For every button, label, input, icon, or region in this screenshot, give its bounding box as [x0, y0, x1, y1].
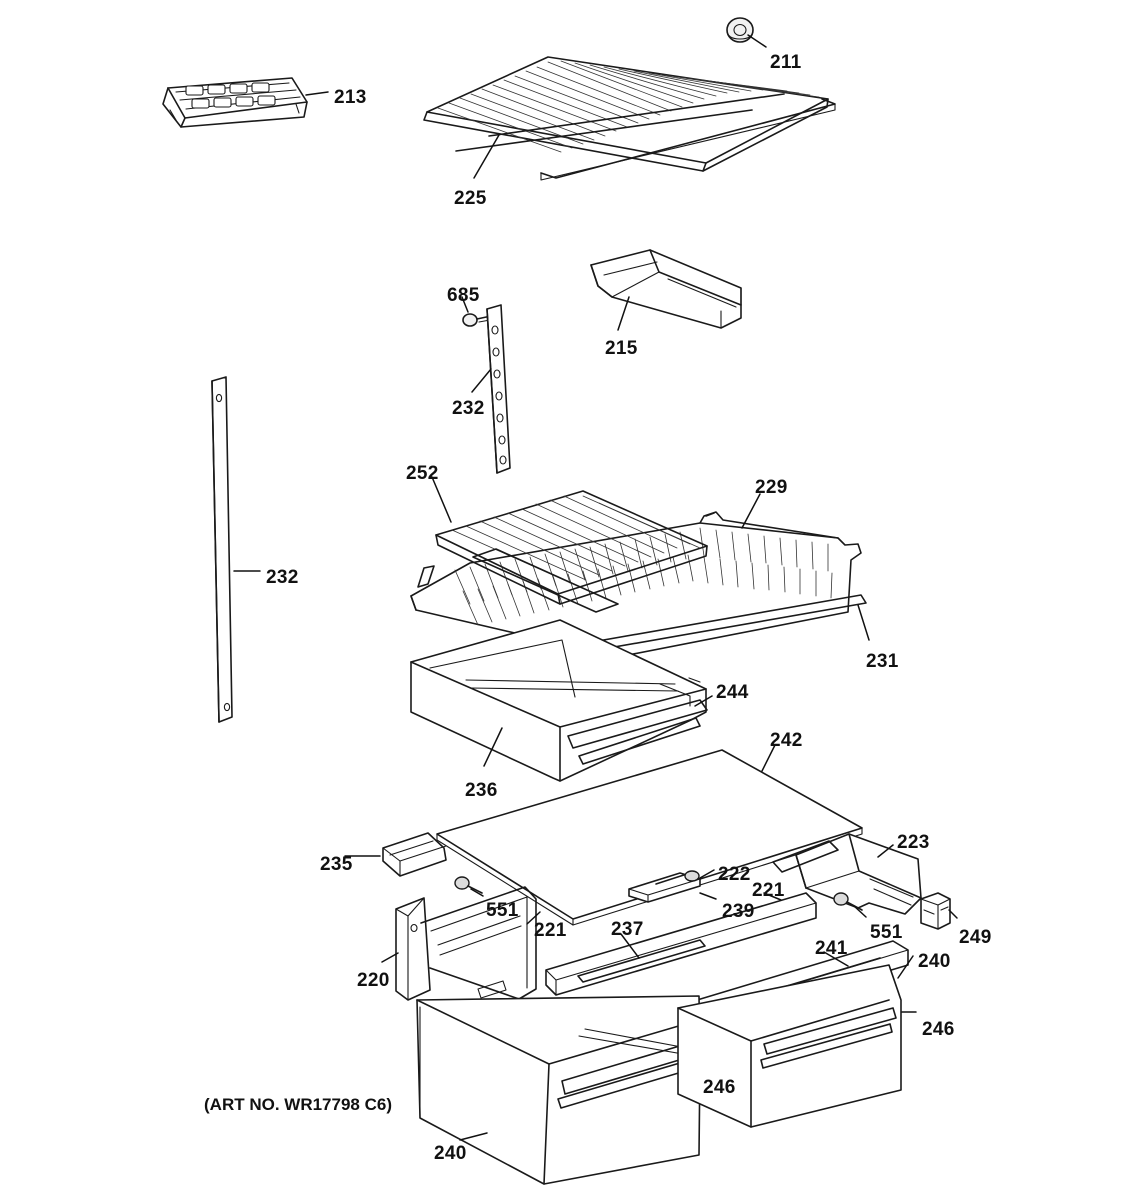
- part-215-door-bin: [591, 250, 741, 328]
- callout-211: 211: [770, 52, 802, 73]
- leader-229: [742, 494, 760, 528]
- part-211-roller: [727, 18, 753, 42]
- callout-235: 235: [320, 854, 353, 875]
- callout-229: 229: [755, 477, 788, 498]
- leader-211: [748, 35, 766, 47]
- callout-239: 239: [722, 901, 755, 922]
- part-232-rail-upper: [487, 305, 510, 473]
- part-225-wire-shelf: [424, 57, 835, 180]
- callout-240-left: 240: [434, 1143, 467, 1164]
- callout-236: 236: [465, 780, 498, 801]
- callout-241: 241: [815, 938, 848, 959]
- part-252-shelf-insert: [436, 491, 707, 612]
- leader-231: [858, 605, 869, 640]
- part-213-ice-tray: [163, 78, 307, 127]
- part-249-end-cap: [921, 893, 950, 929]
- part-240-drawer-right: [678, 965, 901, 1127]
- callout-551-left: 551: [486, 900, 519, 921]
- callout-221-right: 221: [752, 880, 785, 901]
- callout-232-upper: 232: [452, 398, 485, 419]
- callout-222: 222: [718, 864, 751, 885]
- callout-213: 213: [334, 87, 367, 108]
- leader-215: [618, 297, 629, 330]
- callout-246-right: 246: [922, 1019, 955, 1040]
- callout-220: 220: [357, 970, 390, 991]
- callout-232-long: 232: [266, 567, 299, 588]
- callout-223: 223: [897, 832, 930, 853]
- callout-249: 249: [959, 927, 992, 948]
- callout-242: 242: [770, 730, 803, 751]
- callout-252: 252: [406, 463, 439, 484]
- callout-551-right: 551: [870, 922, 903, 943]
- callout-231: 231: [866, 651, 899, 672]
- art-number-note: (ART NO. WR17798 C6): [204, 1095, 392, 1114]
- leader-225: [474, 135, 499, 178]
- callout-246-left: 246: [703, 1077, 736, 1098]
- callout-221-left: 221: [534, 920, 567, 941]
- callout-215: 215: [605, 338, 638, 359]
- part-551-screw-left: [455, 877, 482, 893]
- leader-232-upper: [472, 369, 491, 392]
- part-231-shelf-frame: [411, 512, 866, 657]
- callout-240-right: 240: [918, 951, 951, 972]
- callout-237: 237: [611, 919, 644, 940]
- callout-244: 244: [716, 682, 749, 703]
- callout-685: 685: [447, 285, 480, 306]
- part-236-pan: [411, 620, 707, 781]
- leader-239: [700, 893, 716, 899]
- leader-213: [306, 92, 328, 95]
- part-232-rail-long: [212, 377, 232, 722]
- callout-225: 225: [454, 188, 487, 209]
